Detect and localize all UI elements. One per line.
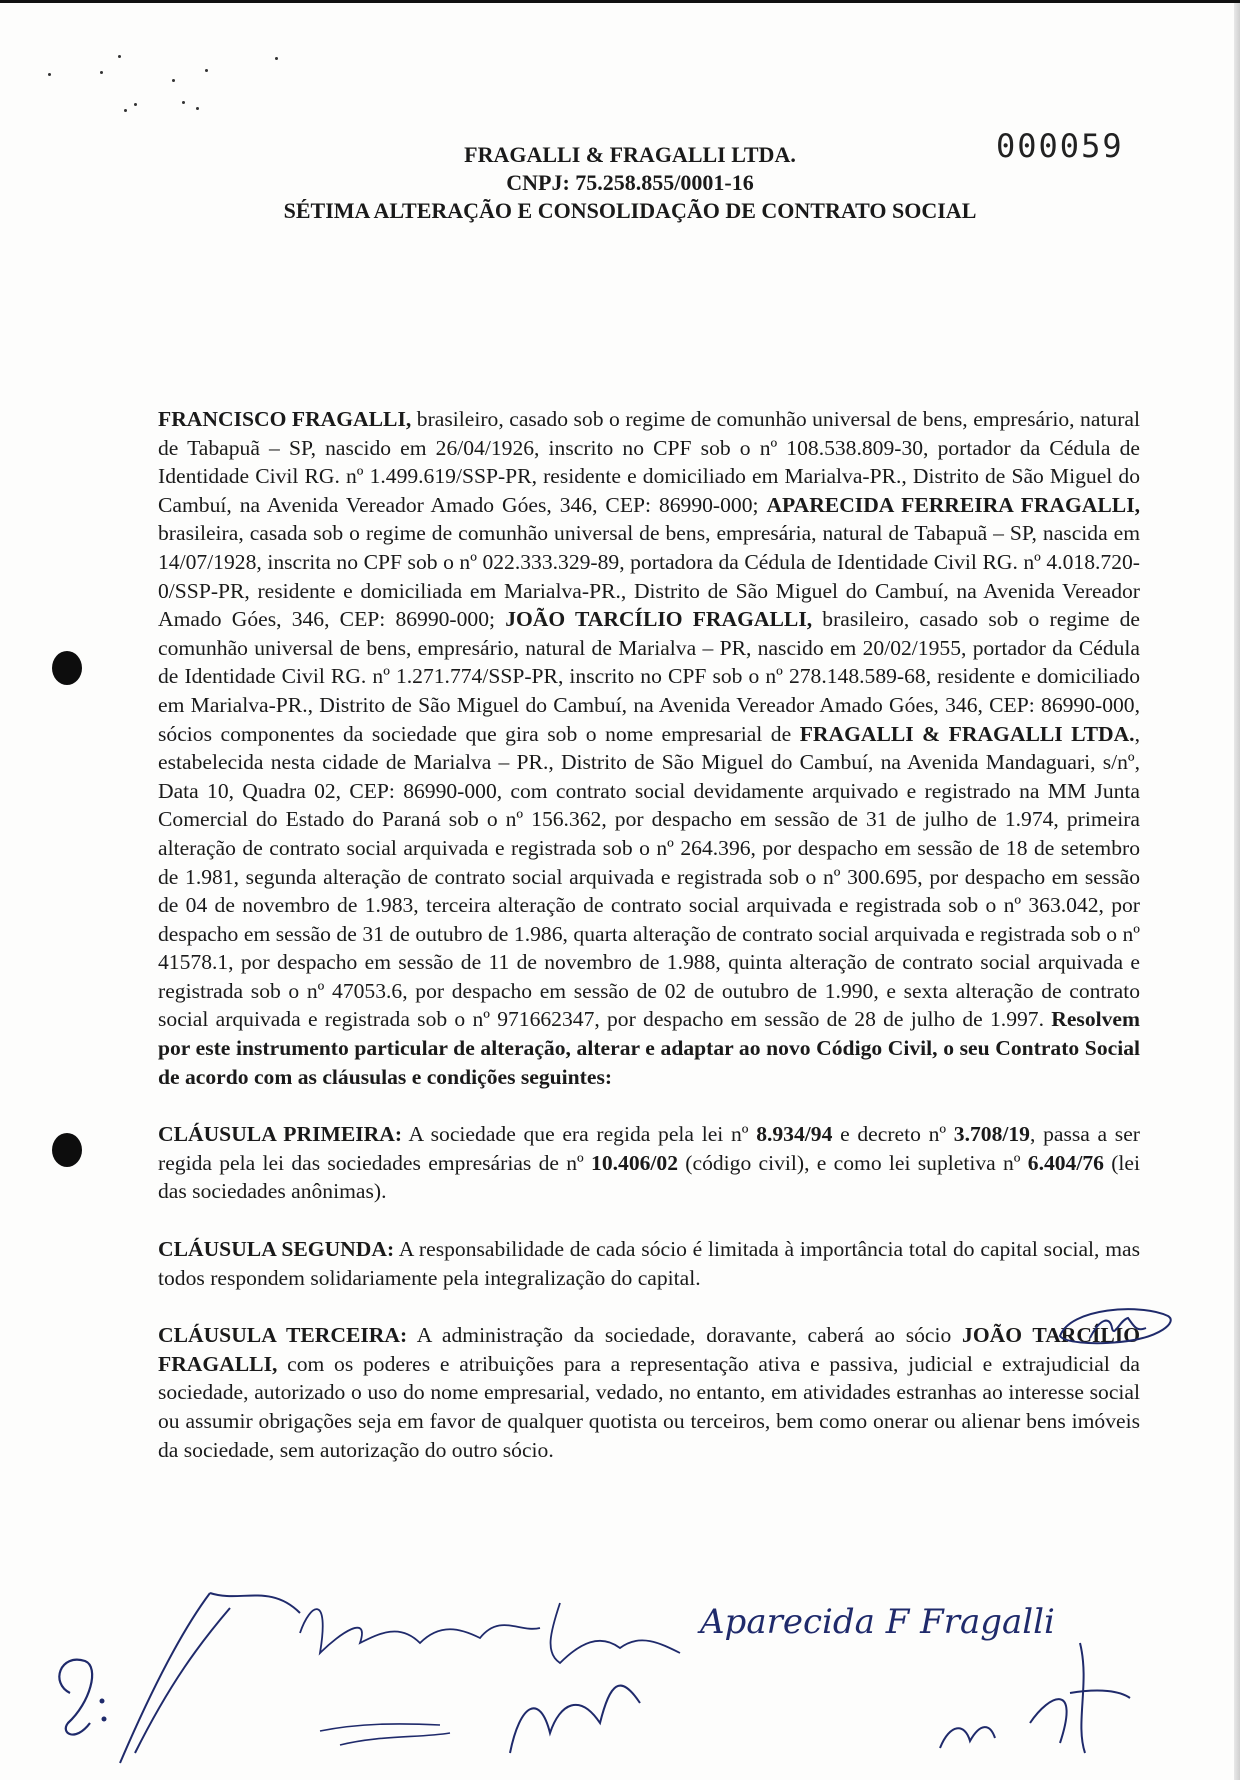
law-number: 10.406/02: [591, 1150, 679, 1175]
law-number: 6.404/76: [1027, 1150, 1104, 1175]
scan-speck: [100, 71, 103, 74]
resolution-statement: Resolvem por este instrumento particular de alteração, alterar e adaptar ao novo Código Civil, o seu Contrato Social de acordo com as cláusulas e condições seguintes:: [158, 1007, 1140, 1089]
punch-hole-bottom: [52, 1133, 82, 1167]
scan-speck: [118, 55, 121, 58]
scan-speck: [134, 103, 137, 106]
signatures-area: [40, 1573, 1160, 1773]
registration-history: , estabelecida nesta cidade de Marialva – PR., Distrito de São Miguel do Cambuí, na Avenida Mandaguari, s/nº, Data 10, Quadra 02, CEP: 86990-000, com contrato social devidamente arquivado e registrado na MM Junta Comercial do Estado do Paraná sob o nº 156.362, por despacho em sessão de 31 de julho de 1.974, primeira alteração de contrato social arquivada e registrada sob o nº 264.396, por despacho em sessão de 18 de setembro de 1.981, segunda alteração de contrato social arquivada e registrada sob o nº 300.695, por despacho em sessão de 04 de novembro de 1.983, terceira alteração de contrato social arquivada e registrada sob o nº 363.042, por despacho em sessão de 31 de outubro de 1.986, quarta alteração de contrato social arquivada e registrada sob o nº 41578.1, por despacho em sessão de 11 de novembro de 1.988, quinta alteração de contrato social arquivada e registrada sob o nº 47053.6, por despacho em sessão de 02 de outubro de 1.990, e sexta alteração de contrato social arquivada e registrada sob o nº 971662347, por despacho em sessão de 28 de julho de 1.997.: [158, 721, 1140, 1032]
clause-third: [158, 1321, 1140, 1464]
page-number-stamp: 000059: [996, 127, 1124, 165]
clause-heading: CLÁUSULA SEGUNDA:: [158, 1237, 395, 1262]
administrator-name: JOÃO TARCÍLIO FRAGALLI,: [158, 1323, 1140, 1376]
partner-qualification: brasileira, casada sob o regime de comunhão universal de bens, empresária, natural de Tabapuã – SP, nascida em 14/07/1928, inscrita no CPF sob o nº 022.333.329-89, portadora da Cédula de Identidade Civil RG. nº 4.018.720-0/SSP-PR, residente e domiciliada em Marialva-PR., Distrito de São Miguel do Cambuí, na Avenida Vereador Amado Góes, 346, CEP: 86990-000;: [158, 521, 1140, 632]
partner-name: JOÃO TARCÍLIO FRAGALLI,: [505, 607, 813, 632]
contract-body: [158, 405, 1140, 1464]
signature-aparecida: Aparecida F Fragalli: [700, 1602, 1055, 1642]
document-title: SÉTIMA ALTERAÇÃO E CONSOLIDAÇÃO DE CONTRATO SOCIAL: [283, 198, 977, 223]
scan-edge: [1234, 3, 1240, 1780]
rubric-initials: [1050, 1298, 1180, 1353]
preamble-paragraph: [158, 405, 1140, 1091]
document-header: [160, 141, 1100, 225]
punch-hole-top: [52, 651, 82, 685]
clause-text: e decreto nº: [832, 1122, 954, 1147]
clause-text: (código civil), e como lei supletiva nº: [678, 1150, 1028, 1175]
partner-qualification: brasileiro, casado sob o regime de comunhão universal de bens, empresário, natural de Tabapuã – SP, nascido em 26/04/1926, inscrito no CPF sob o nº 108.538.809-30, portador da Cédula de Identidade Civil RG. nº 1.499.619/SSP-PR, residente e domiciliado em Marialva-PR., Distrito de São Miguel do Cambuí, na Avenida Vereador Amado Góes, 346, CEP: 86990-000;: [158, 407, 1140, 517]
handwritten-signatures: [40, 1573, 1160, 1773]
clause-heading: CLÁUSULA PRIMEIRA:: [158, 1122, 403, 1147]
cnpj-line: CNPJ: 75.258.855/0001-16: [506, 170, 754, 195]
clause-text: (lei das sociedades anônimas).: [158, 1150, 1141, 1204]
clause-first: [158, 1120, 1140, 1206]
partner-qualification: brasileiro, casado sob o regime de comunhão universal de bens, empresário, natural de Marialva – PR, nascido em 20/02/1955, portador da Cédula de Identidade Civil RG. nº 1.271.774/SSP-PR, inscrito no CPF sob o nº 278.148.589-68, residente e domiciliado em Marialva-PR., Distrito de São Miguel do Cambuí, na Avenida Vereador Amado Góes, 346, CEP: 86990-000, sócios componentes da sociedade que gira sob o nome empresarial de: [158, 607, 1141, 746]
scan-speck: [205, 69, 208, 72]
partner-name: APARECIDA FERREIRA FRAGALLI,: [766, 492, 1141, 517]
law-number: 8.934/94: [756, 1122, 833, 1147]
scan-speck: [196, 107, 199, 110]
clause-text: A responsabilidade de cada sócio é limitada à importância total do capital social, mas todos respondem solidariamente pela integralização do capital.: [158, 1237, 1140, 1290]
decree-number: 3.708/19: [953, 1122, 1030, 1147]
company-title: FRAGALLI & FRAGALLI LTDA.: [464, 142, 796, 167]
scan-speck: [124, 109, 127, 112]
scan-speck: [182, 101, 185, 104]
clause-text: com os poderes e atribuições para a representação ativa e passiva, judicial e extrajudicial da sociedade, autorizado o uso do nome empresarial, vedado, no entanto, em atividades estranhas ao interesse social ou assumir obrigações seja em favor de qualquer quotista ou terceiros, bem como onerar ou alienar bens imóveis da sociedade, sem autorização do outro sócio.: [158, 1351, 1140, 1462]
clause-heading: CLÁUSULA TERCEIRA:: [158, 1323, 408, 1348]
scan-speck: [172, 79, 175, 82]
scan-speck: [275, 57, 278, 60]
scan-speck: [48, 73, 51, 76]
clause-second: [158, 1235, 1140, 1292]
clause-text: A sociedade que era regida pela lei nº: [402, 1122, 757, 1147]
company-name: FRAGALLI & FRAGALLI LTDA.: [799, 721, 1135, 746]
partner-name: FRANCISCO FRAGALLI,: [158, 407, 412, 431]
clause-text: A administração da sociedade, doravante, caberá ao sócio: [407, 1323, 963, 1348]
clause-text: , passa a ser regida pela lei das sociedades empresárias de nº: [158, 1122, 1140, 1175]
